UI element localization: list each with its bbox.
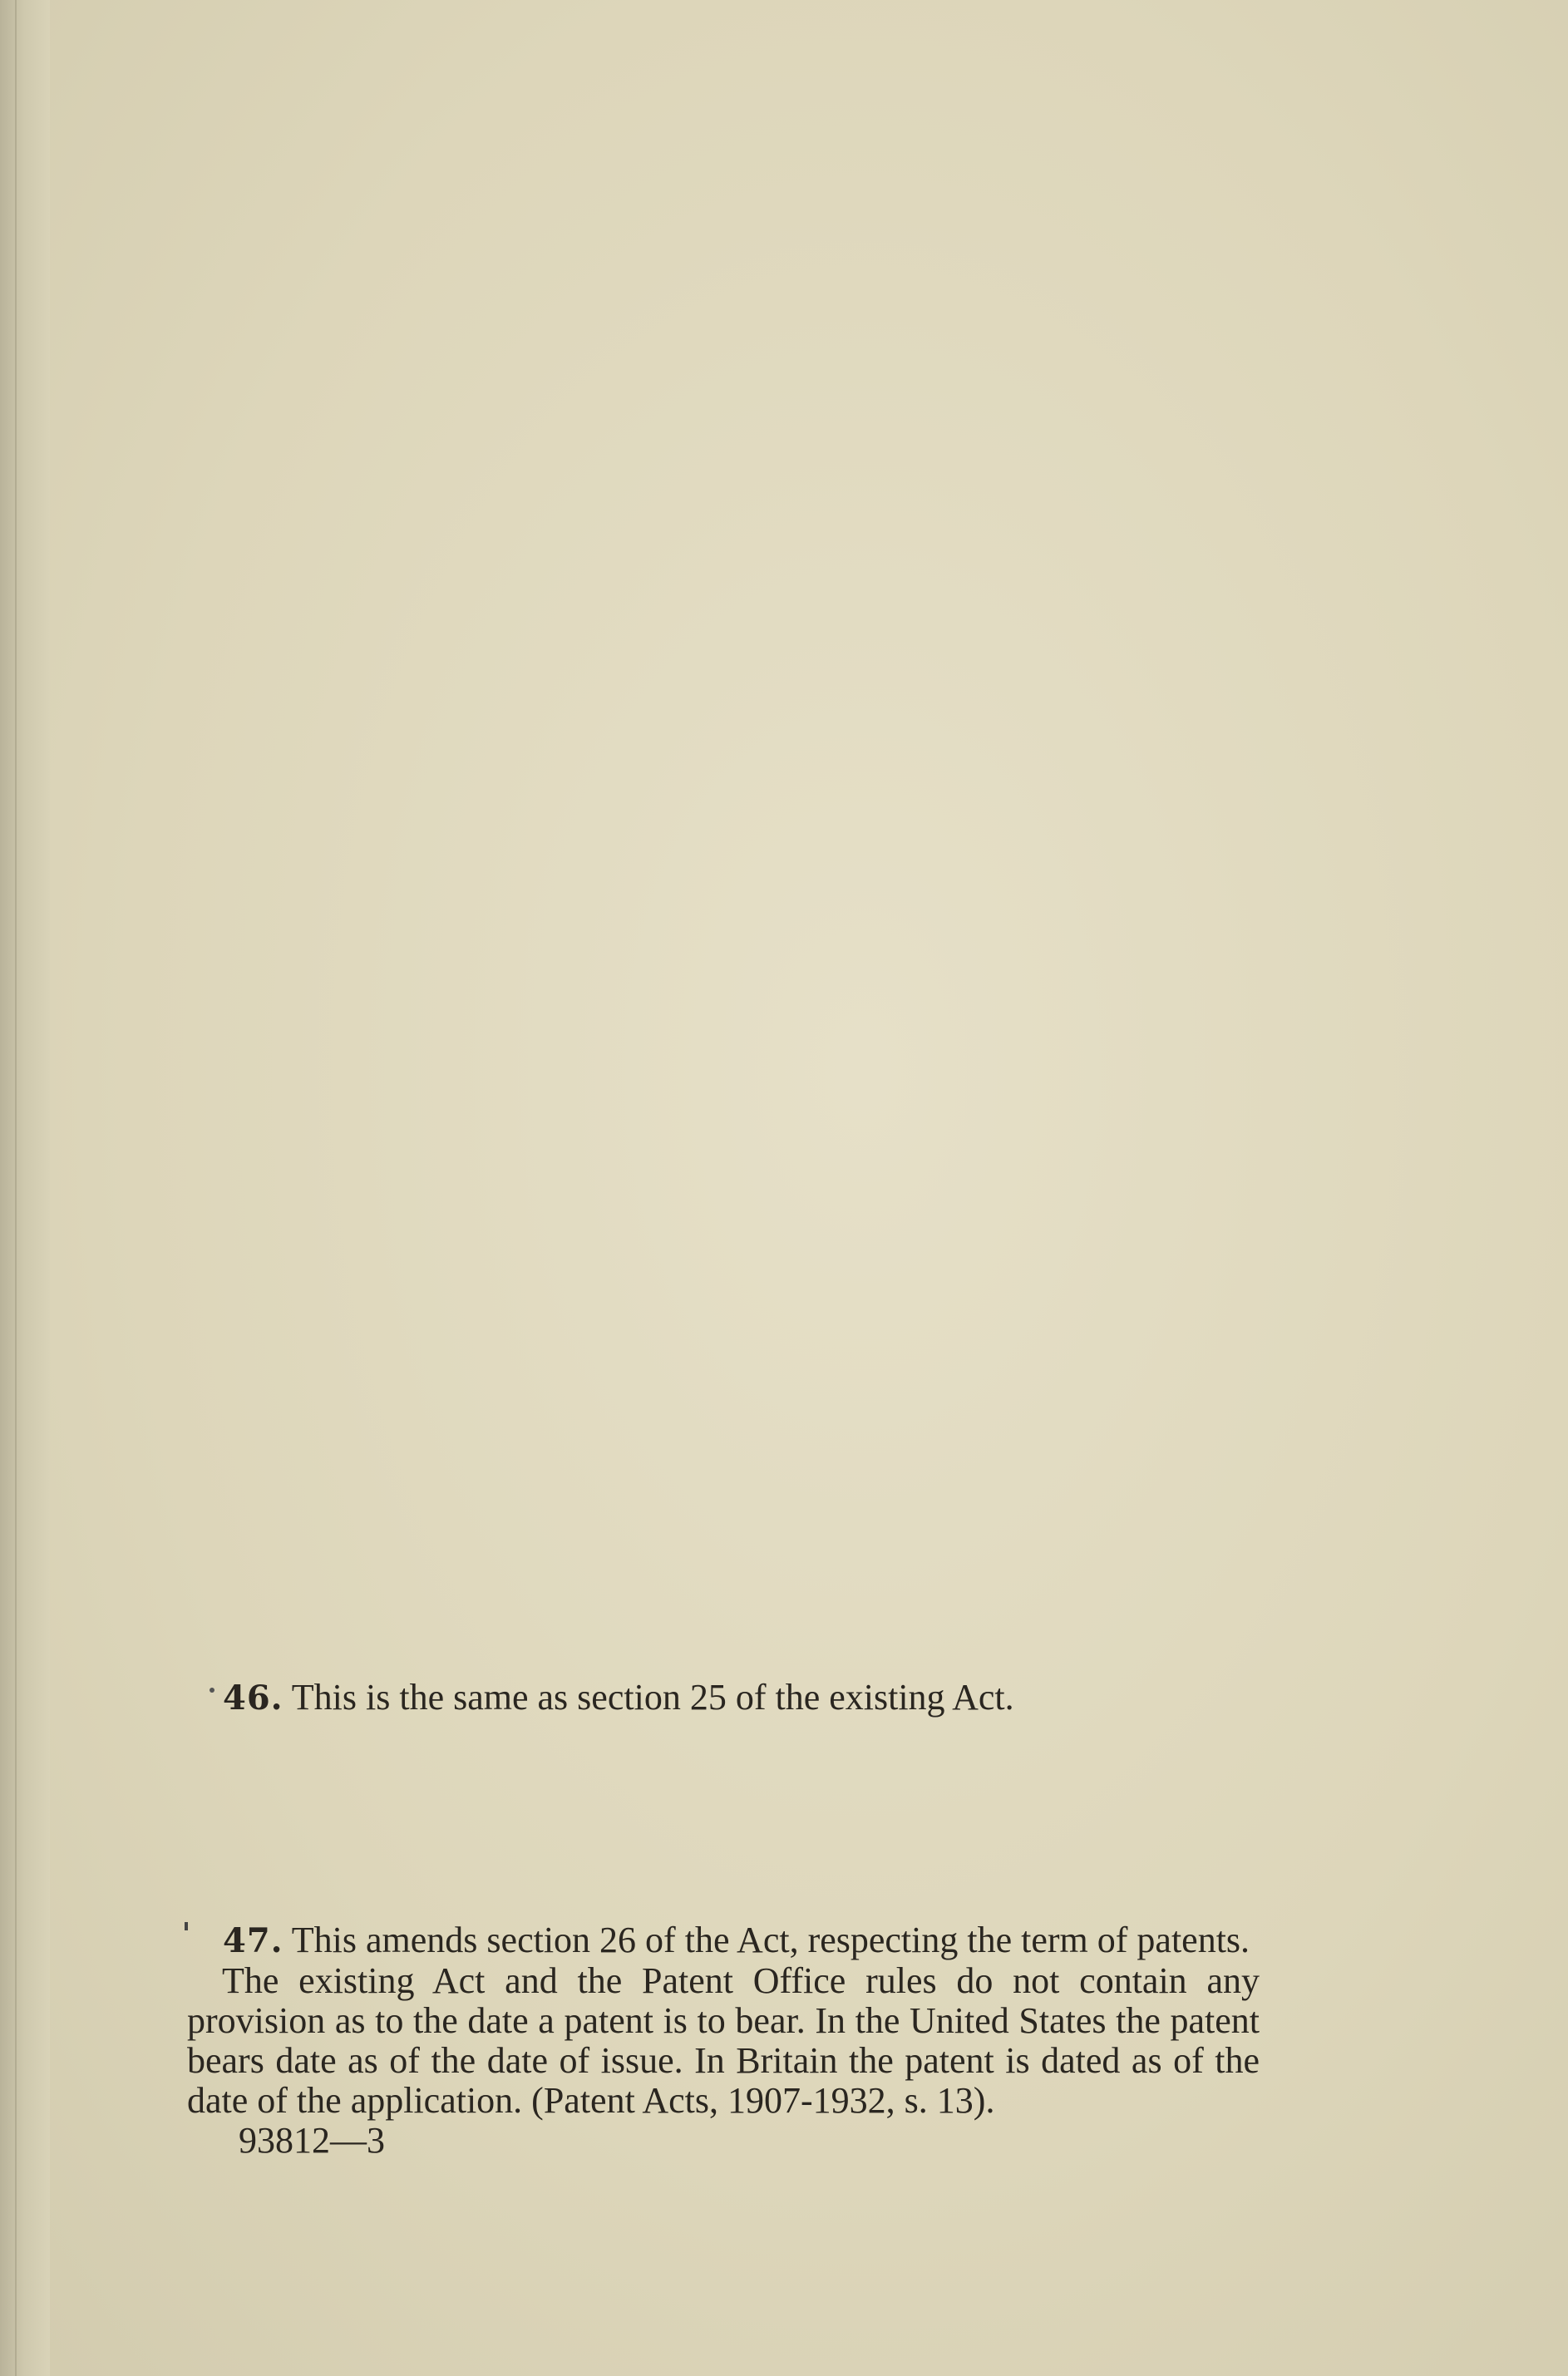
book-spine-shadow [0, 0, 50, 2376]
section-47-number: 47. [223, 1921, 284, 1960]
margin-dot [210, 1688, 214, 1693]
section-47-text: This amends section 26 of the Act, respecting the term of patents. [283, 1920, 1250, 1960]
section-46-note [223, 1678, 1262, 1718]
section-46-number: 46. [223, 1678, 284, 1718]
section-47-paragraph-1 [187, 1920, 1260, 1961]
printer-code: 93812—3 [239, 2120, 385, 2161]
section-47-paragraph-2: The existing Act and the Patent Office rules do not contain any provision as to the date a patent is to bear. In the United States the patent bears date as of the date of issue. In Britain the patent is dated as of the date of the application. (Patent Acts, 1907-1932, s. 13). [187, 1960, 1260, 2121]
section-46-text: This is the same as section 25 of the existing Act. [283, 1677, 1014, 1718]
section-46-paragraph [223, 1678, 1262, 1718]
section-47-note [187, 1920, 1260, 2161]
spine-line [15, 0, 17, 2376]
